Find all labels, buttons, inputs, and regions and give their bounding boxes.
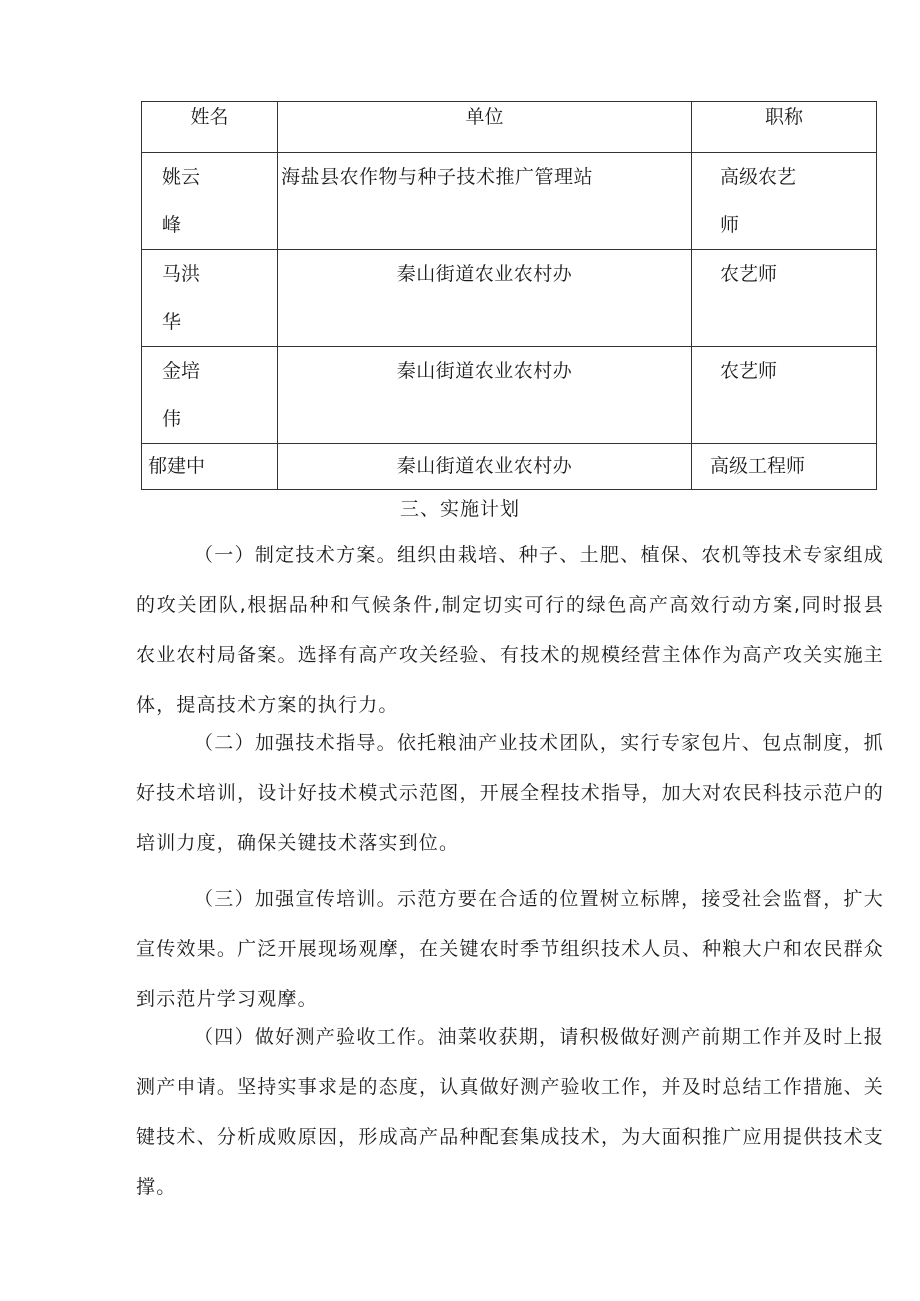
section-heading: 三、实施计划 bbox=[399, 498, 520, 520]
cell-title: 高级工程师 bbox=[692, 444, 877, 490]
cell-org: 秦山街道农业农村办 bbox=[278, 347, 692, 444]
header-org: 单位 bbox=[278, 102, 692, 153]
table-row bbox=[142, 250, 877, 347]
cell-org: 海盐县农作物与种子技术推广管理站 bbox=[278, 153, 692, 250]
cell-name: 金培伟 bbox=[162, 360, 201, 430]
cell-name: 马洪华 bbox=[162, 263, 201, 333]
cell-org: 秦山街道农业农村办 bbox=[278, 444, 692, 490]
paragraph-2: （二）加强技术指导。依托粮油产业技术团队，实行专家包片、包点制度，抓好技术培训，设计好技术模式示范图，开展全程技术指导，加大对农民科技示范户的培训力度，确保关键技术落实到位。 bbox=[136, 732, 884, 854]
staff-table bbox=[141, 101, 877, 490]
table-row bbox=[142, 153, 877, 250]
table-row bbox=[142, 444, 877, 490]
cell-name: 姚云峰 bbox=[162, 166, 201, 236]
header-title: 职称 bbox=[692, 102, 877, 153]
header-name: 姓名 bbox=[142, 102, 278, 153]
paragraph-4: （四）做好测产验收工作。油菜收获期，请积极做好测产前期工作并及时上报测产申请。坚持实事求是的态度，认真做好测产验收工作，并及时总结工作措施、关键技术、分析成败原因，形成高产品种配套集成技术，为大面积推广应用提供技术支撑。 bbox=[136, 1026, 884, 1198]
paragraph-1: （一）制定技术方案。组织由栽培、种子、土肥、植保、农机等技术专家组成的攻关团队,根据品种和气候条件,制定切实可行的绿色高产高效行动方案,同时报县农业农村局备案。选择有高产攻关经验、有技术的规模经营主体作为高产攻关实施主体，提高技术方案的执行力。 bbox=[136, 544, 884, 716]
table-header-row bbox=[142, 102, 877, 153]
cell-name: 郁建中 bbox=[142, 444, 278, 490]
table-row bbox=[142, 347, 877, 444]
cell-title: 高级农艺师 bbox=[720, 166, 797, 236]
cell-title: 农艺师 bbox=[720, 263, 778, 285]
cell-org: 秦山街道农业农村办 bbox=[278, 250, 692, 347]
paragraph-3: （三）加强宣传培训。示范方要在合适的位置树立标牌，接受社会监督，扩大宣传效果。广泛开展现场观摩，在关键农时季节组织技术人员、种粮大户和农民群众到示范片学习观摩。 bbox=[136, 888, 884, 1010]
cell-title: 农艺师 bbox=[720, 360, 778, 382]
